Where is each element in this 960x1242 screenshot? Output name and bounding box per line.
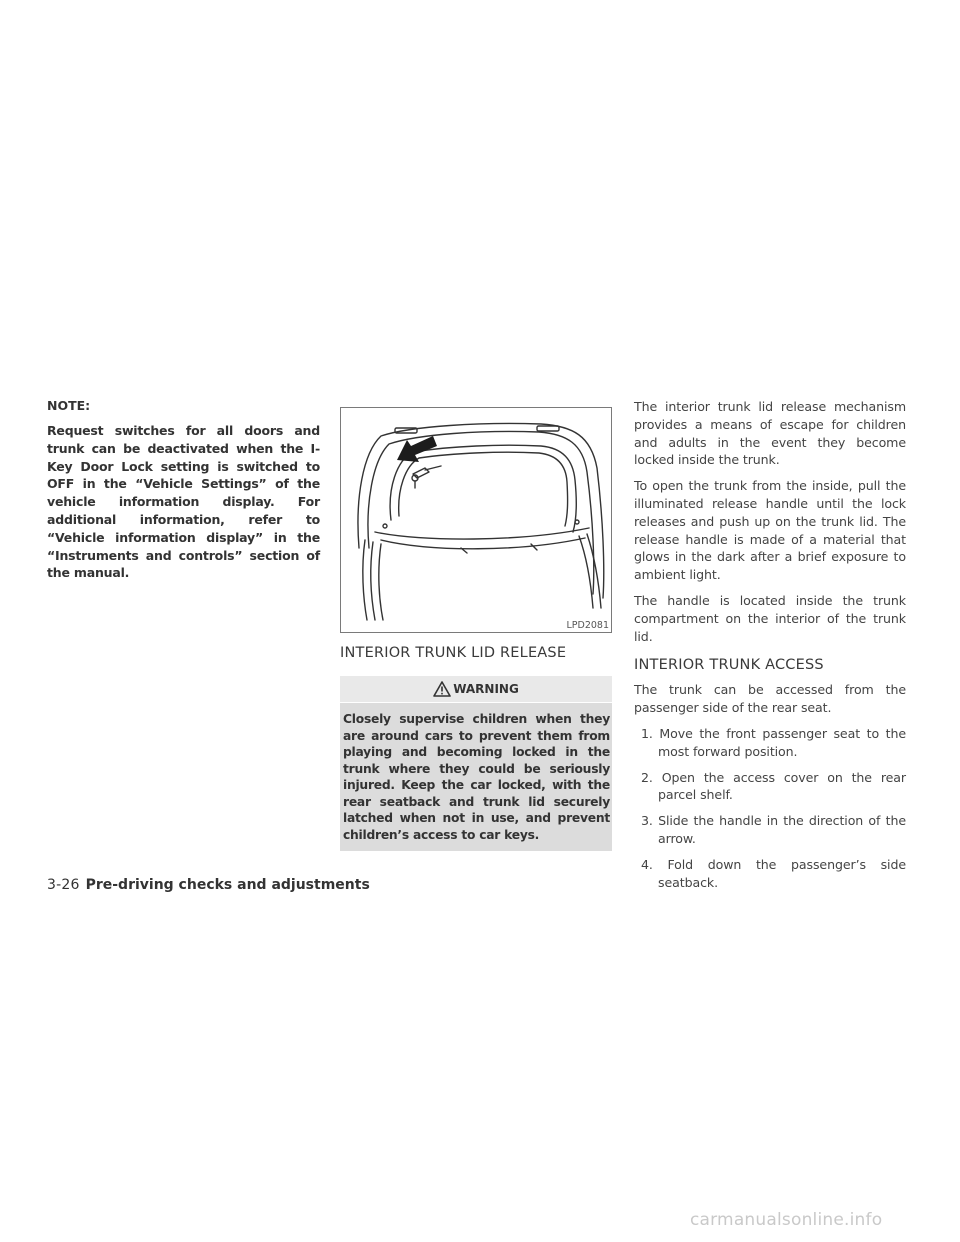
warning-header [340, 676, 612, 703]
release-heading: INTERIOR TRUNK LID RELEASE [340, 645, 567, 661]
access-steps [634, 725, 906, 891]
step-item: 2. Open the access cover on the rear parcel shelf. [641, 769, 906, 803]
access-heading: INTERIOR TRUNK ACCESS [634, 657, 824, 674]
warning-box [340, 676, 612, 851]
step-item: 4. Fold down the passenger’s side seatback. [641, 856, 906, 890]
step-item: 3. Slide the handle in the direction of the arrow. [641, 813, 906, 846]
warning-text: Closely supervise children when they are around cars to prevent them from playing and becoming locked in the trunk where they could be seriously injured. Keep the car locked, with the rear seatback and trunk lid securely latched when not in use, and prevent children’s access to car keys. [343, 712, 610, 842]
note-text: Request switches for all doors and trunk can be deactivated when the I-Key Door Lock setting is switched to OFF in the “Vehicle Settings” of the vehicle information display. For additional information, refer to “Vehicle information display” in the “Instruments and controls” section of the manual. [47, 423, 320, 581]
left-column [47, 398, 320, 582]
page-number: 3-26 [47, 877, 80, 893]
watermark: carmanualsonline.info [690, 1210, 883, 1230]
trunk-lid-illustration [340, 407, 612, 633]
right-column [634, 398, 906, 899]
release-paragraph: The interior trunk lid release mechanism provides a means of escape for children and adults in the event they become locked inside the trunk. [634, 399, 906, 468]
note-label: NOTE: [47, 398, 91, 413]
footer-section-title: Pre-driving checks and adjustments [85, 877, 370, 893]
release-paragraph: The handle is located inside the trunk compartment on the interior of the trunk lid. [634, 592, 906, 644]
release-paragraph: To open the trunk from the inside, pull the illuminated release handle until the lock releases and push up on the trunk lid. The release handle is made of a material that glows in the dark after a brief exposure to ambient light. [634, 478, 906, 583]
warning-triangle-icon [433, 681, 451, 697]
figure-code: LPD2081 [566, 620, 609, 631]
page-footer [47, 877, 370, 893]
step-item: 1. Move the front passenger seat to the most forward position. [641, 725, 906, 759]
warning-title: WARNING [453, 682, 519, 696]
middle-column [340, 398, 612, 851]
trunk-lid-drawing [341, 408, 611, 632]
access-intro: The trunk can be accessed from the passenger side of the rear seat. [634, 682, 906, 716]
